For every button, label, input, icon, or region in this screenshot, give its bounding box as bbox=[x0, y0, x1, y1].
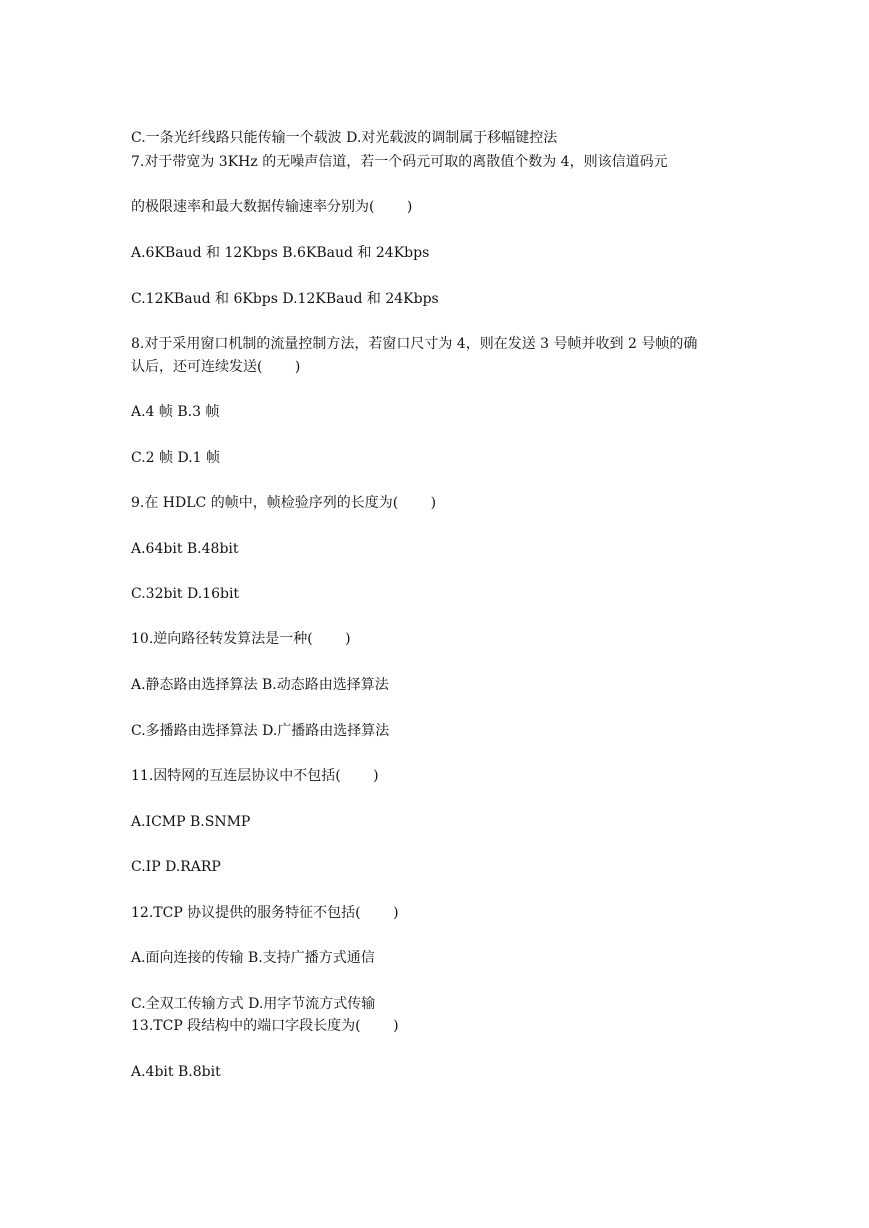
option-line-q8-cd: C.2 帧 D.1 帧 bbox=[131, 450, 221, 466]
option-line-q12-cd: C.全双工传输方式 D.用字节流方式传输 bbox=[131, 996, 376, 1012]
option-line-q12-ab: A.面向连接的传输 B.支持广播方式通信 bbox=[131, 950, 375, 966]
question-13: 13.TCP 段结构中的端口字段长度为( ) bbox=[131, 1018, 399, 1034]
option-line-q10-cd: C.多播路由选择算法 D.广播路由选择算法 bbox=[131, 723, 390, 739]
option-line-q11-ab: A.ICMP B.SNMP bbox=[131, 814, 251, 830]
question-7-line-2: 的极限速率和最大数据传输速率分别为( ) bbox=[131, 199, 413, 215]
option-line-q10-ab: A.静态路由选择算法 B.动态路由选择算法 bbox=[131, 677, 389, 693]
option-line-q11-cd: C.IP D.RARP bbox=[131, 859, 221, 875]
option-line-q9-ab: A.64bit B.48bit bbox=[131, 541, 239, 557]
option-line-q6-cd: C.一条光纤线路只能传输一个载波 D.对光载波的调制属于移幅键控法 bbox=[131, 130, 558, 146]
question-8-line-1: 8.对于采用窗口机制的流量控制方法，若窗口尺寸为 4，则在发送 3 号帧并收到 2 号帧的确 bbox=[131, 336, 698, 352]
option-line-q8-ab: A.4 帧 B.3 帧 bbox=[131, 404, 220, 420]
question-12: 12.TCP 协议提供的服务特征不包括( ) bbox=[131, 905, 399, 921]
option-line-q9-cd: C.32bit D.16bit bbox=[131, 586, 240, 602]
question-7-line-1: 7.对于带宽为 3KHz 的无噪声信道，若一个码元可取的离散值个数为 4，则该信道码元 bbox=[131, 154, 668, 170]
option-line-q7-ab: A.6KBaud 和 12Kbps B.6KBaud 和 24Kbps bbox=[131, 245, 430, 261]
option-line-q13-ab: A.4bit B.8bit bbox=[131, 1064, 221, 1080]
question-11: 11.因特网的互连层协议中不包括( ) bbox=[131, 768, 379, 784]
option-line-q7-cd: C.12KBaud 和 6Kbps D.12KBaud 和 24Kbps bbox=[131, 291, 439, 307]
question-10: 10.逆向路径转发算法是一种( ) bbox=[131, 631, 351, 647]
question-8-line-2: 认后，还可连续发送( ) bbox=[131, 359, 301, 375]
question-9: 9.在 HDLC 的帧中，帧检验序列的长度为( ) bbox=[131, 495, 437, 511]
